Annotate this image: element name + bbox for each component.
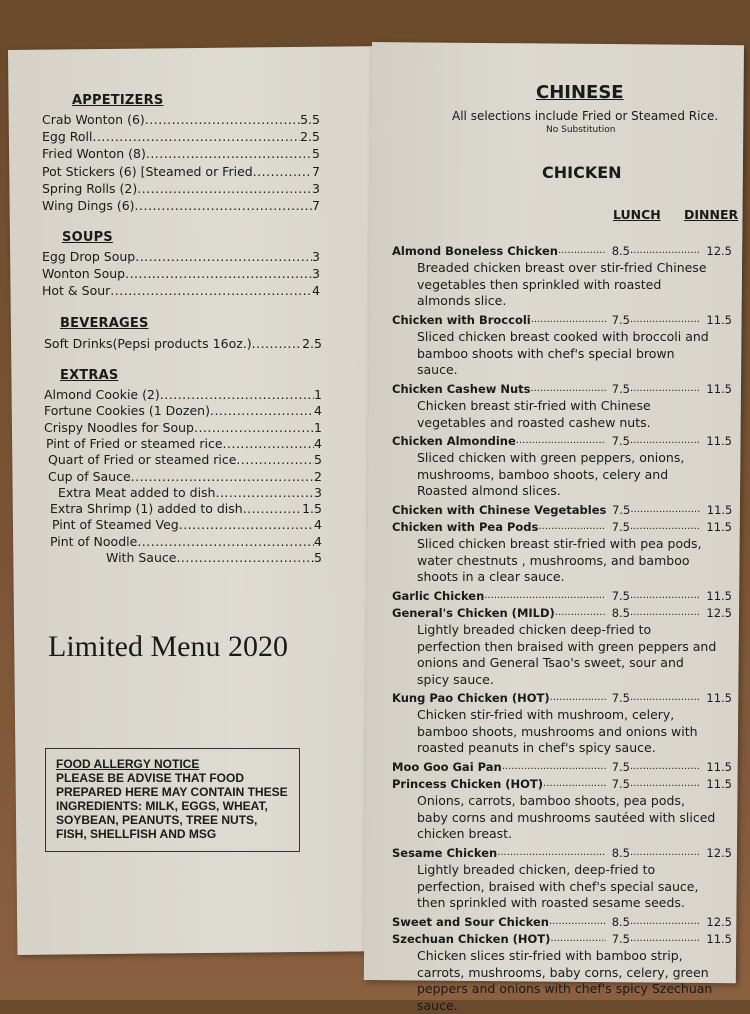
menu-item [42,111,320,128]
dish-name: Chicken with Pea Pods [392,520,539,534]
dot-leader [630,588,700,604]
dot-leader [131,468,314,485]
menu-item-name: Fried Wonton (8) [42,146,146,162]
dish-row [392,690,732,706]
menu-item-price: 5 [314,452,322,468]
dish-row [392,776,732,792]
menu-item [42,197,320,214]
menu-item [42,282,320,299]
dot-leader [135,197,313,214]
dish-description: Lightly breaded chicken deep-fried to perfection then braised with green peppers and onions and General Tsao's sweet, sour and spicy sauce. [417,622,717,687]
menu-item-name: With Sauce [106,550,177,565]
dot-leader [484,588,606,604]
menu-item-name: Hot & Sour [42,283,111,299]
dish-name: Moo Goo Gai Pan [392,760,502,774]
dot-leader [146,145,312,162]
lunch-price: 7.5 [611,691,630,705]
beverages-heading: BEVERAGES [60,316,149,331]
menu-item-name: Extra Meat added to dish [58,484,216,500]
lunch-price: 7.5 [611,932,630,946]
menu-item-price: 5 [312,146,320,162]
menu-item [44,335,322,352]
lunch-price: 7.5 [611,382,630,396]
menu-item-price: 7 [312,198,320,213]
lunch-price: 8.5 [611,846,630,860]
menu-item [50,500,322,517]
dish-row [392,381,732,397]
lunch-price: 8.5 [611,915,630,929]
menu-item-name: Egg Roll [42,129,93,145]
dish-description: Breaded chicken breast over stir-fried Chinese vegetables then sprinkled with roasted almonds slice. [417,260,707,308]
soups-heading: SOUPS [62,230,113,245]
dish-row [392,931,732,947]
dish-row [392,588,732,604]
menu-item-price: 1 [314,387,322,402]
dot-leader [630,243,700,259]
lunch-column-header: LUNCH [613,207,661,222]
dish-description: Onions, carrots, bamboo shoots, pea pods, baby corns and mushrooms sautéed with sliced chicken breast. [417,793,716,841]
menu-item [46,435,322,452]
dish-name: Chicken Cashew Nuts [392,382,531,396]
menu-item [42,180,320,197]
dish-row [392,914,732,930]
menu-item-name: Pint of Noodle [50,533,138,549]
menu-item-price: 2.5 [300,129,320,145]
dot-leader [125,265,312,282]
dish-row [392,605,732,621]
dish-description: Sliced chicken breast stir-fried with pea pods, water chestnuts , mushrooms, and bamboo shoots in a clear sauce. [417,536,702,584]
dot-leader [215,484,314,501]
dot-leader [194,419,314,436]
menu-item [44,419,322,436]
dot-leader [160,386,314,403]
menu-item-name: Crispy Noodles for Soup [44,419,194,435]
menu-item-price: 4 [314,517,322,533]
dinner-price: 11.5 [706,777,732,791]
menu-item-price: 3 [312,266,320,282]
dish-name: Sesame Chicken [392,846,498,860]
dinner-price: 12.5 [706,606,732,620]
menu-item [42,248,320,265]
dot-leader [630,690,700,706]
menu-item-name: Almond Cookie (2) [44,387,160,402]
dot-leader [516,433,606,449]
menu-item-name: Quart of Fried or steamed rice [48,452,237,468]
menu-item [44,386,322,403]
dish-description: Chicken stir-fried with mushroom, celery, bamboo shoots, mushrooms and onions with roasted peanuts in chef's spicy sauce. [417,707,698,755]
dot-leader [92,128,300,145]
dot-leader [630,931,700,947]
cuisine-title: CHINESE [536,82,624,103]
dish-row [392,243,732,259]
lunch-price: 7.5 [611,520,630,534]
menu-item [50,533,322,550]
menu-item-price: 5 [314,550,322,565]
lunch-price: 7.5 [611,434,630,448]
menu-item-price: 1.5 [302,501,322,517]
dish-row [392,433,732,449]
menu-item [52,516,322,533]
dinner-price: 12.5 [706,244,732,258]
lunch-price: 7.5 [612,503,631,517]
dot-leader [555,605,606,621]
dot-leader [137,533,314,550]
dot-leader [210,402,314,419]
menu-item-price: 2 [314,468,322,484]
dinner-price: 11.5 [706,691,732,705]
lunch-price: 7.5 [611,589,630,603]
dot-leader [630,381,700,397]
extras-heading: EXTRAS [60,368,119,383]
dish-name: Kung Pao Chicken (HOT) [392,691,550,705]
dish-name: Chicken with Broccoli [392,313,531,327]
dish-name: General's Chicken (MILD) [392,606,555,620]
dot-leader [253,163,312,180]
dot-leader [223,435,315,452]
category-heading: CHICKEN [542,163,622,182]
menu-item-price: 4 [312,283,320,299]
dish-description: Sliced chicken with green peppers, onions, mushrooms, bamboo shoots, celery and Roasted almond slices. [417,450,685,498]
lunch-price: 8.5 [611,606,630,620]
dot-leader [550,931,606,947]
dinner-price: 12.5 [706,846,732,860]
dish-row [392,845,732,861]
menu-item-name: Egg Drop Soup [42,249,136,264]
dot-leader [630,502,700,518]
dinner-price: 11.5 [706,382,732,396]
dish-name: Princess Chicken (HOT) [392,777,544,791]
menu-item-price: 4 [314,435,322,451]
dinner-price: 11.5 [706,589,732,603]
dish-row [392,519,732,535]
dish-name: Chicken Almondine [392,434,516,448]
menu-item-price: 5.5 [300,112,320,127]
dinner-price: 11.5 [706,503,733,517]
dot-leader [179,516,314,533]
dot-leader [630,914,700,930]
menu-item-price: 3 [312,180,320,196]
menu-item-name: Pint of Steamed Veg [52,517,179,533]
dish-name: Almond Boneless Chicken [392,244,558,258]
dish-name: Chicken with Chinese Vegetables [392,503,607,517]
dish-row [392,759,732,775]
menu-item-name: Wonton Soup [42,266,126,282]
menu-item-name: Crab Wonton (6) [42,112,145,127]
dot-leader [549,914,606,930]
menu-item [58,484,322,501]
dot-leader [558,243,606,259]
lunch-price: 7.5 [611,777,630,791]
appetizers-heading: APPETIZERS [72,93,164,108]
dinner-price: 11.5 [706,520,732,534]
dot-leader [135,248,312,265]
menu-item-name: Fortune Cookies (1 Dozen) [44,403,210,419]
allergy-notice-title: FOOD ALLERGY NOTICE [56,757,200,771]
dot-leader [145,111,300,128]
dot-leader [630,605,700,621]
dinner-price: 12.5 [706,915,732,929]
dish-description: Lightly breaded chicken, deep-fried to perfection, braised with chef's special sauce, then sprinkled with roasted sesame seeds. [417,862,699,910]
dot-leader [538,519,606,535]
dot-leader [110,282,312,299]
menu-item-price: 4 [314,533,322,549]
lunch-price: 7.5 [611,313,630,327]
dot-leader [497,845,606,861]
dish-name: Szechuan Chicken (HOT) [392,932,551,946]
dish-name: Sweet and Sour Chicken [392,915,549,929]
menu-item [48,468,322,485]
menu-item [42,163,320,180]
limited-menu-title: Limited Menu 2020 [48,630,288,663]
menu-item-price: 3 [314,484,322,500]
dot-leader [176,549,314,566]
lunch-price: 8.5 [611,244,630,258]
dot-leader [630,519,700,535]
menu-item-price: 7 [312,163,320,179]
lunch-price: 7.5 [611,760,630,774]
dot-leader [550,690,606,706]
dot-leader [630,759,700,775]
dot-leader [630,312,700,328]
dish-row [392,312,732,328]
menu-item-price: 3 [312,249,320,264]
dot-leader [243,500,302,517]
dinner-price: 11.5 [706,760,732,774]
allergy-notice-text: PLEASE BE ADVISE THAT FOOD PREPARED HERE MAY CONTAIN THESE INGREDIENTS: MILK, EGGS, WHEAT, SOYBEAN, PEANUTS, TREE NUTS, FISH, SHELLFISH AND MSG [56,771,288,841]
menu-item [42,128,320,145]
dot-leader [630,776,700,792]
menu-item-name: Spring Rolls (2) [42,180,138,196]
dot-leader [236,451,314,468]
dinner-price: 11.5 [706,932,732,946]
dinner-price: 11.5 [706,434,732,448]
dot-leader [252,335,302,352]
dish-description: Chicken slices stir-fried with bamboo strip, carrots, mushrooms, baby corns, celery, green peppers and onions with chef's spicy Szechuan sauce. [417,948,713,1013]
no-substitution-note: No Substitution [546,125,616,135]
dish-name: Garlic Chicken [392,589,485,603]
dot-leader [630,433,700,449]
dinner-column-header: DINNER [684,207,739,222]
menu-item [44,402,322,419]
menu-item [42,265,320,282]
menu-item-name: Cup of Sauce [48,468,131,484]
menu-item-price: 2.5 [302,336,322,351]
rice-note: All selections include Fried or Steamed Rice. [452,109,719,123]
dinner-price: 11.5 [706,313,732,327]
menu-item-name: Extra Shrimp (1) added to dish [50,501,243,517]
menu-item-price: 4 [314,403,322,419]
dish-description: Sliced chicken breast cooked with broccoli and bamboo shoots with chef's special brown sauce. [417,329,709,377]
menu-item-name: Pot Stickers (6) [Steamed or Fried [42,163,253,179]
menu-item [42,145,320,162]
dish-row [392,502,732,518]
menu-item-name: Soft Drinks(Pepsi products 16oz.) [44,336,252,351]
dot-leader [543,776,606,792]
menu-item-name: Pint of Fried or steamed rice [46,435,223,451]
allergy-notice [45,748,300,852]
dish-description: Chicken breast stir-fried with Chinese vegetables and roasted cashew nuts. [417,398,651,430]
dot-leader [531,381,606,397]
menu-item [48,451,322,468]
dot-leader [531,312,606,328]
dot-leader [502,759,606,775]
menu-item [106,549,322,566]
menu-item-price: 1 [314,419,322,435]
dot-leader [137,180,312,197]
menu-item-name: Wing Dings (6) [42,198,135,213]
dot-leader [630,845,700,861]
